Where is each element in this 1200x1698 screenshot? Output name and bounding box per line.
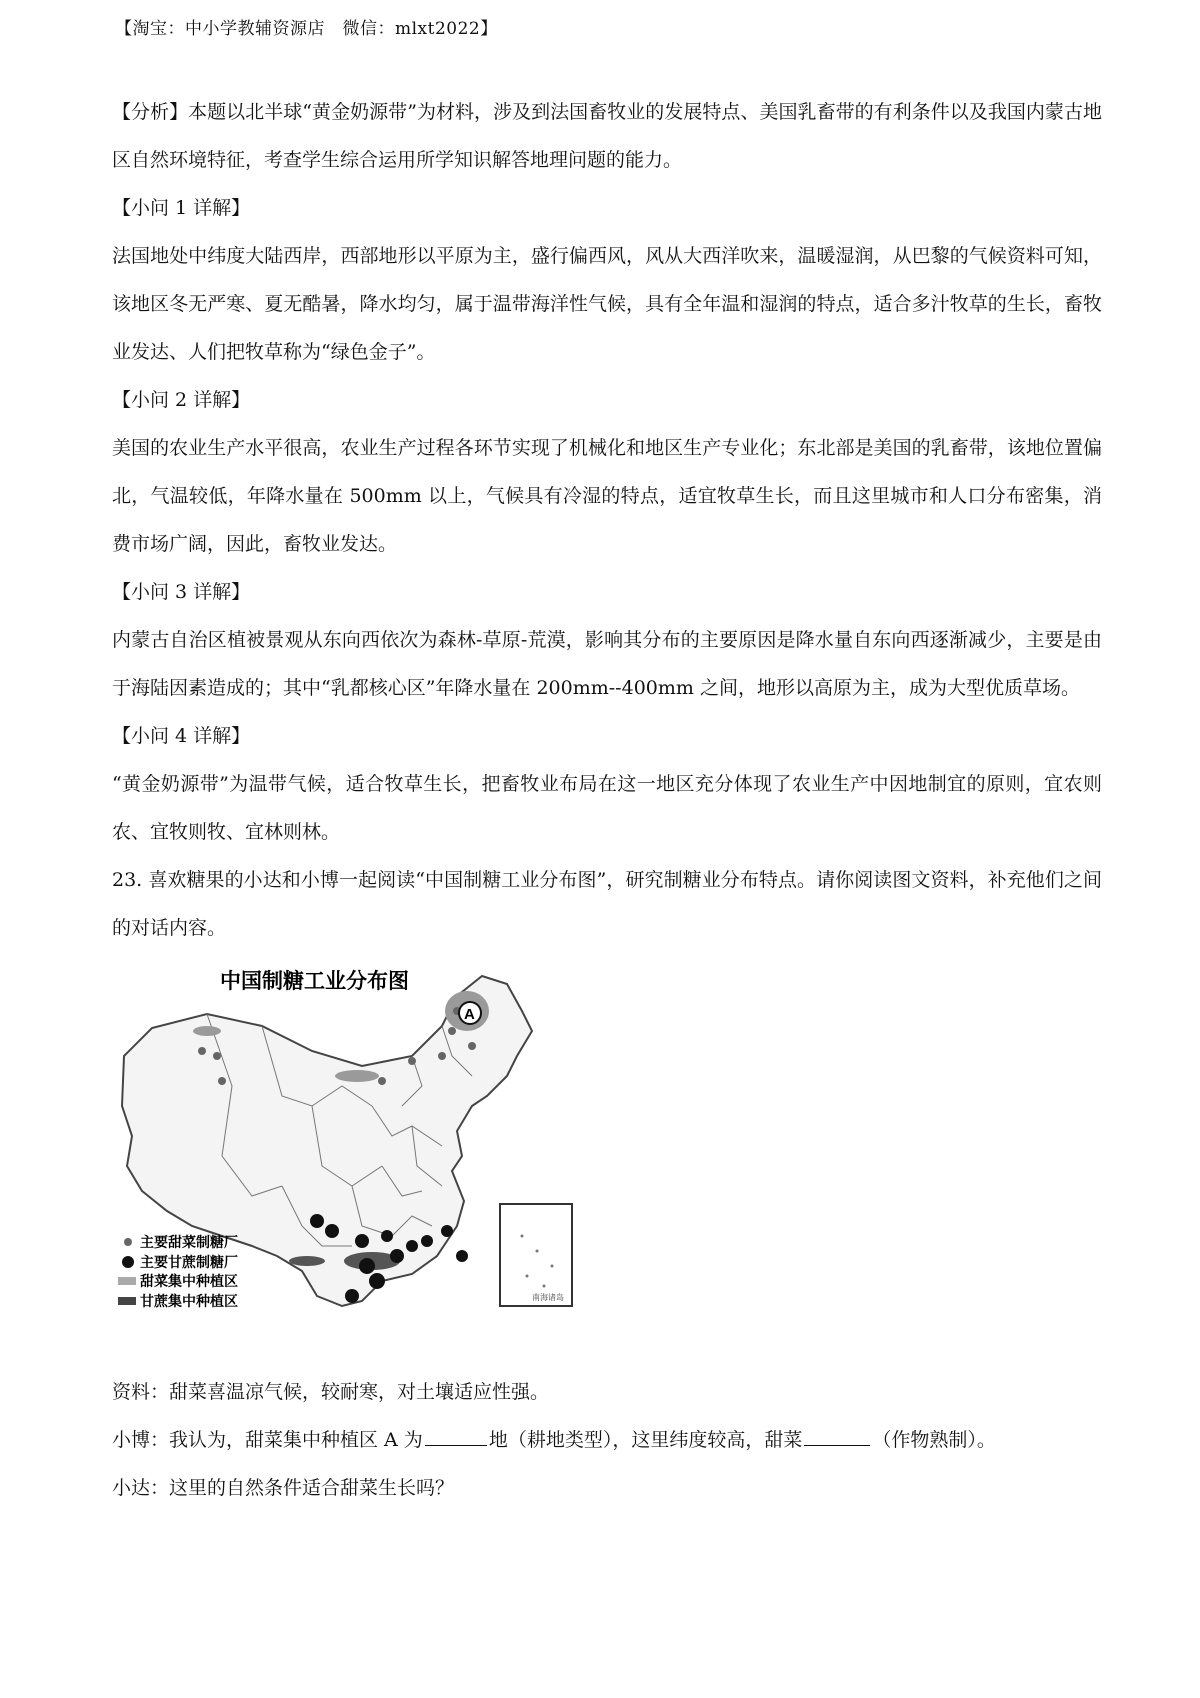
xiaoda-line: 小达：这里的自然条件适合甜菜生长吗？: [112, 1477, 455, 1499]
legend-beet-factory: 主要甜菜制糖厂: [140, 1235, 238, 1251]
xiaobo-mid: 地（耕地类型），这里纬度较高，甜菜: [488, 1429, 803, 1451]
xiaobo-line: [112, 1416, 1102, 1464]
legend-beet-factory-symbol: [124, 1238, 132, 1246]
legend-beet-area: 甜菜集中种植区: [140, 1274, 238, 1290]
watermark-header: 【淘宝：中小学教辅资源店 微信：mlxt2022】: [115, 19, 498, 39]
south-sea-inset: [500, 1204, 572, 1306]
map-legend: [118, 1234, 238, 1310]
map-graphic: [112, 956, 632, 1366]
answer-blank-1[interactable]: [425, 1427, 487, 1446]
material-text: 资料：甜菜喜温凉气候，较耐寒，对土壤适应性强。: [112, 1381, 550, 1403]
q2-heading: 【小问 2 详解】: [112, 389, 251, 411]
legend-cane-area: 甘蔗集中种植区: [140, 1294, 238, 1310]
map-title: 中国制糖工业分布图: [220, 969, 409, 993]
q4-heading: 【小问 4 详解】: [112, 725, 251, 747]
q4-text: “黄金奶源带”为温带气候，适合牧草生长，把畜牧业布局在这一地区充分体现了农业生产中因地制宜的原则，宜农则农、宜牧则牧、宜林则林。: [112, 773, 1102, 843]
marker-a-label: A: [464, 1006, 475, 1023]
q1-heading: 【小问 1 详解】: [112, 197, 251, 219]
document-body: [112, 88, 1102, 1512]
legend-cane-factory: 主要甘蔗制糖厂: [140, 1255, 238, 1271]
q1-text: 法国地处中纬度大陆西岸，西部地形以平原为主，盛行偏西风，风从大西洋吹来，温暖湿润，从巴黎的气候资料可知，该地区冬无严寒、夏无酷暑，降水均匀，属于温带海洋性气候，具有全年温和湿润的特点，适合多汁牧草的生长，畜牧业发达、人们把牧草称为“绿色金子”。: [112, 245, 1102, 363]
q3-text: 内蒙古自治区植被景观从东向西依次为森林-草原-荒漠，影响其分布的主要原因是降水量自东向西逐渐减少，主要是由于海陆因素造成的；其中“乳都核心区”年降水量在 200mm--400mm 之间，地形以高原为主，成为大型优质草场。: [112, 629, 1102, 699]
sugar-industry-map: [112, 956, 632, 1366]
legend-cane-factory-symbol: [122, 1256, 134, 1268]
legend-cane-area-symbol: [118, 1297, 136, 1305]
answer-blank-2[interactable]: [804, 1427, 870, 1446]
legend-beet-area-symbol: [118, 1277, 136, 1285]
q3-heading: 【小问 3 详解】: [112, 581, 251, 603]
xiaobo-suffix: （作物熟制）。: [872, 1429, 996, 1451]
xiaobo-prefix: 小博：我认为，甜菜集中种植区 A 为: [112, 1429, 423, 1451]
question-23: 23. 喜欢糖果的小达和小博一起阅读“中国制糖工业分布图”，研究制糖业分布特点。请你阅读图文资料，补充他们之间的对话内容。: [112, 869, 1102, 939]
analysis-paragraph: 【分析】本题以北半球“黄金奶源带”为材料，涉及到法国畜牧业的发展特点、美国乳畜带的有利条件以及我国内蒙古地区自然环境特征，考查学生综合运用所学知识解答地理问题的能力。: [112, 101, 1102, 171]
inset-label: 南海诸岛: [532, 1293, 564, 1302]
q2-text: 美国的农业生产水平很高，农业生产过程各环节实现了机械化和地区生产专业化；东北部是美国的乳畜带，该地位置偏北，气温较低，年降水量在 500mm 以上，气候具有冷湿的特点，适宜牧草生长，而且这里城市和人口分布密集，消费市场广阔，因此，畜牧业发达。: [112, 437, 1102, 555]
